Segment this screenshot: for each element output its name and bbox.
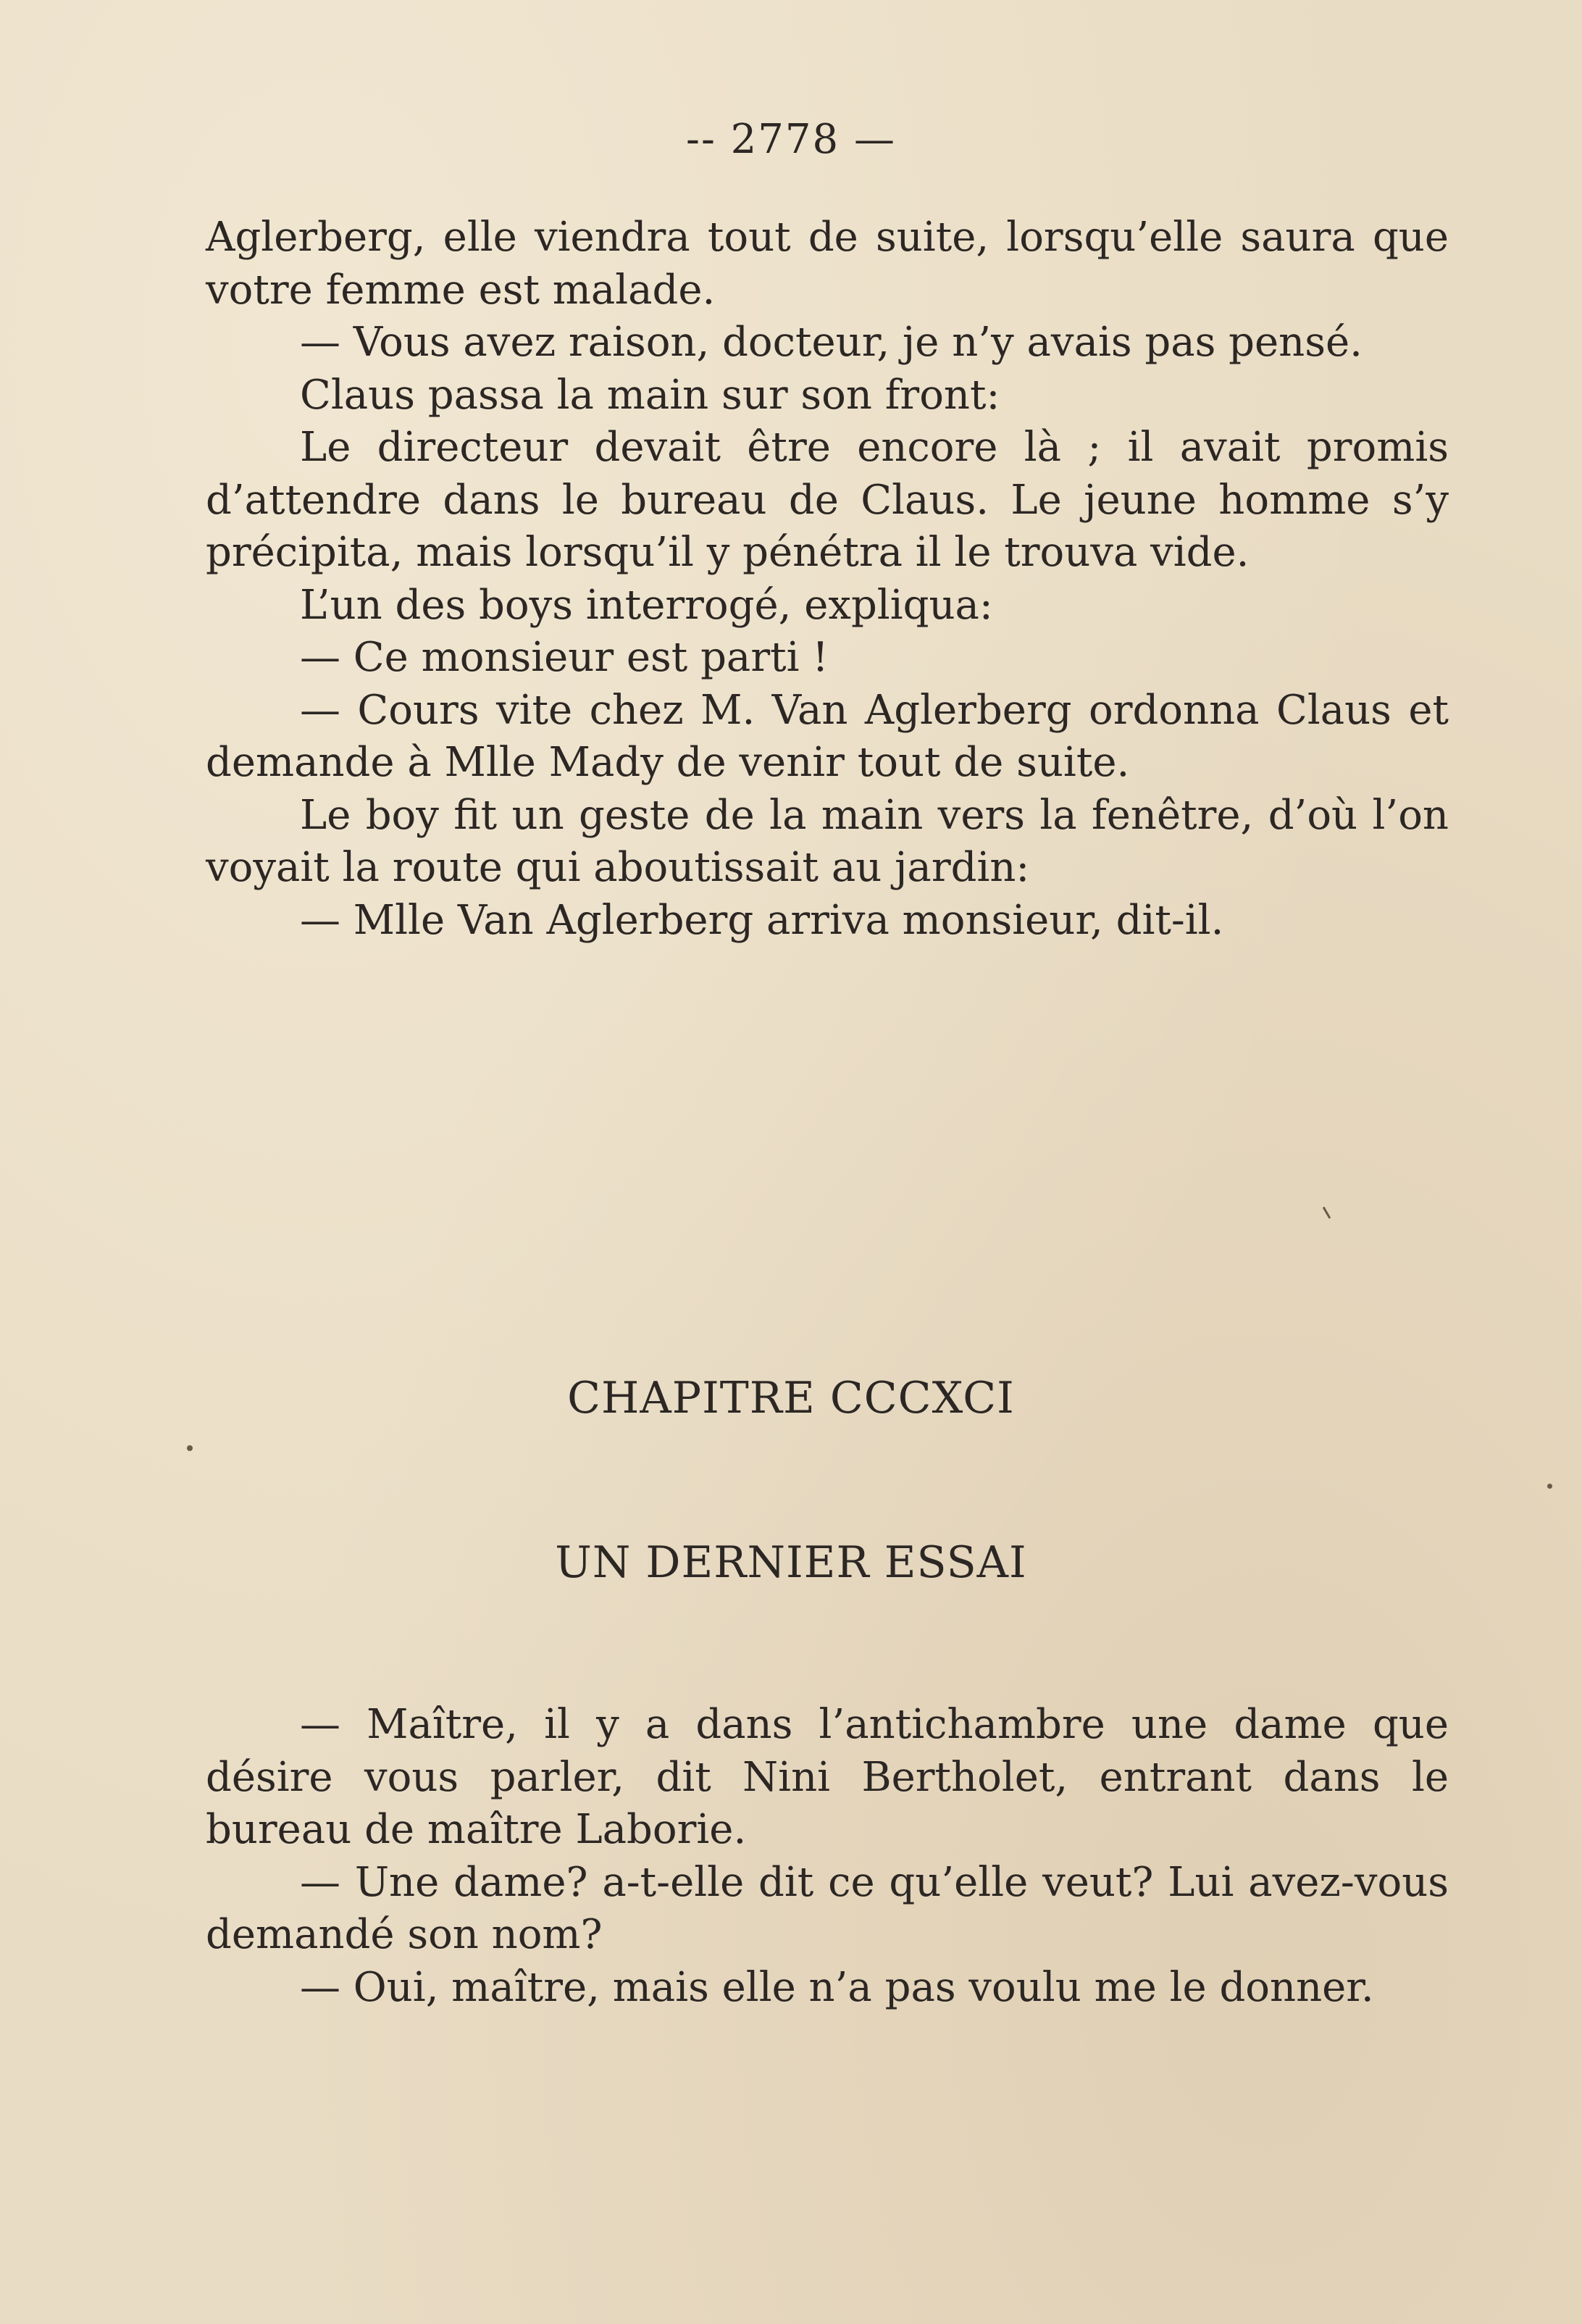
paragraph: — Maître, il y a dans l’antichambre une dame que désire vous parler, dit Nini Bertholet, entrant dans le bureau de maître Laborie. bbox=[206, 1701, 1449, 1853]
paragraph: Claus passa la main sur son front: bbox=[300, 371, 1000, 419]
paragraph: Le directeur devait être encore là ; il avait promis d’attendre dans le bureau de Claus. Le jeune homme s’y précipita, mais lorsqu’il y pénétra il le trouva vide. bbox=[206, 424, 1449, 576]
paragraph: Le boy fit un geste de la main vers la fenêtre, d’où l’on voyait la route qui aboutissait au jardin: bbox=[206, 791, 1449, 891]
paragraph: — Une dame? a-t-elle dit ce qu’elle veut? Lui avez-vous demandé son nom? bbox=[206, 1858, 1449, 1958]
top-text-block bbox=[206, 212, 1449, 947]
paragraph: — Ce monsieur est parti ! bbox=[300, 634, 829, 681]
paper-speck bbox=[1323, 1206, 1331, 1219]
paragraph: Aglerberg, elle viendra tout de suite, lorsqu’elle saura que votre femme est malade. bbox=[206, 214, 1449, 314]
paragraph: — Oui, maître, mais elle n’a pas voulu me le donner. bbox=[300, 1963, 1374, 2011]
bottom-text-block bbox=[206, 1699, 1449, 2014]
paragraph: — Vous avez raison, docteur, je n’y avais pas pensé. bbox=[300, 319, 1363, 366]
paper-speck bbox=[187, 1445, 193, 1451]
paragraph: — Cours vite chez M. Van Aglerberg ordonna Claus et demande à Mlle Mady de venir tout de suite. bbox=[206, 686, 1449, 786]
paragraph: — Mlle Van Aglerberg arriva monsieur, dit-il. bbox=[300, 896, 1224, 944]
paper-speck bbox=[1547, 1484, 1552, 1489]
chapter-title: CHAPITRE CCCXCI bbox=[567, 1373, 1015, 1424]
paragraph: L’un des boys interrogé, expliqua: bbox=[300, 581, 993, 629]
chapter-subtitle: UN DERNIER ESSAI bbox=[555, 1537, 1027, 1588]
page-number: -- 2778 — bbox=[686, 116, 896, 163]
